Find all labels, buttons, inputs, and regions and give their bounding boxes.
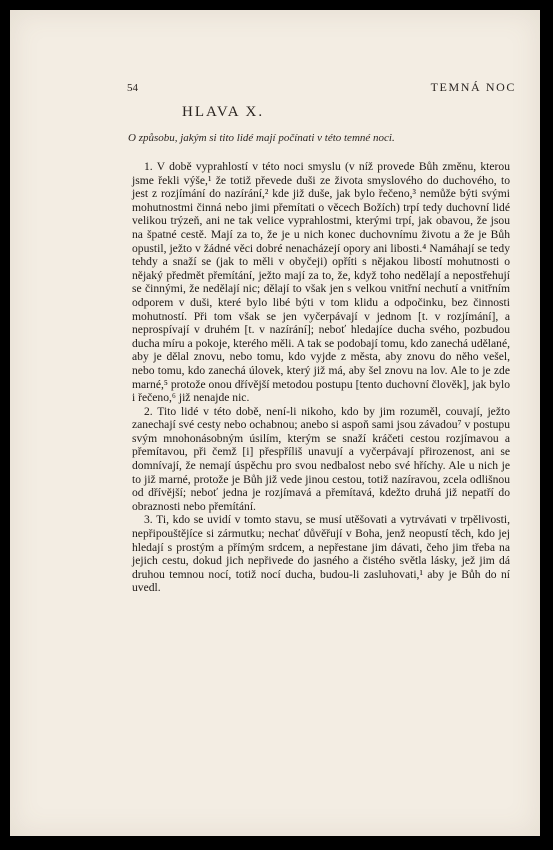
paragraph-1: 1. V době vyprahlostí v této noci smyslu (v níž provede Bůh změnu, kterou jsme řekli výše,¹ že totiž převede duši ze života smyslového do duchového, to jest z rozjímání do nazírání,² kde již duše, jak bylo řečeno,³ nemůže býti svými mohutnostmi činná nebo jimi přemítati o věcech Božích) trpí tedy duchovní lidé velikou trýzeň, ani ne tak velice vyprahlostmi, kterými trpí, jak obavou, že jsou na špatné cestě. Mají za to, že je u nich konec duchovnímu životu a že je Bůh opustil, ježto v žádné věci dobré nenacházejí opory ani libosti.⁴ Namáhají se tedy tehdy a snaží se (jak to měli v obyčeji) opříti s nějakou libostí mohutnosti o nějaký předmět přemítání, ježto mají za to, že, když toho nedělají a nepostřehují se činnými, že nedělají nic; dělají to však jen s velkou vnitřní nechutí a vnitřním odporem v duši, které bylo libé býti v tom klidu a odpočinku, bez činnosti mohutností. Při tom však se jen vyčerpávají v jednom [t. v rozjímání], a neprospívají v druhém [t. v nazírání]; neboť hledajíce ducha svého, pozbudou ducha míru a pokoje, kterého měli. A tak se podobají tomu, kdo zanechá udělané, aby je dělal znovu, nebo tomu, kdo vyjde z města, aby znovu do něho vešel, nebo tomu, kdo zanechá úlovek, který již má, aby šel znovu na lov. Ale to je zde marné,⁵ protože onou dřívější metodou postupu [tento duchovní člověk], jak bylo i řečeno,⁶ již nenajde nic. xyxy=(132,160,510,405)
running-head: TEMNÁ NOC xyxy=(430,80,516,94)
chapter-subtitle: O způsobu, jakým si tito lidé mají počínati v této temné noci. xyxy=(128,132,395,144)
body-text xyxy=(132,160,510,595)
paragraph-3: 3. Ti, kdo se uvidí v tomto stavu, se musí utěšovati a vytrvávati v trpělivosti, nepřipouštějíce si zármutku; nechať důvěřují v Boha, jenž neopustí těch, kdo jej hledají s prostým a přímým srdcem, a nepřestane jim dávati, čeho jim třeba na jejich cestu, dokud jich nepřivede do jasného a čistého světla lásky, jež jim dá druhou temnou nocí, totiž nocí ducha, budou-li zasluhovati,¹ aby je Bůh do ní uvedl. xyxy=(132,513,510,595)
paragraph-2: 2. Tito lidé v této době, není-li nikoho, kdo by jim rozuměl, couvají, ježto zanechají své cesty nebo ochabnou; anebo si aspoň sami jsou závadou⁷ v postupu svým mnohonásobným úsilím, kterým se snaží kráčeti cestou rozjímavou a přemítavou, při čemž [i] přespříliš unavují a vyčerpávají přirozenost, ani se domnívají, že nemají úspěchu pro svou nedbalost nebo své hříchy. Ale u nich je to již marné, protože je Bůh již vede jinou cestou, totiž nazíravou, zcela odlišnou od dřívější; neboť jedna je rozjímavá a přemítavá, kdežto druhá již nepatří do obraznosti nebo přemítání. xyxy=(132,404,510,513)
chapter-title: HLAVA X. xyxy=(182,104,265,120)
page-number: 54 xyxy=(127,82,138,94)
book-page xyxy=(10,10,540,836)
